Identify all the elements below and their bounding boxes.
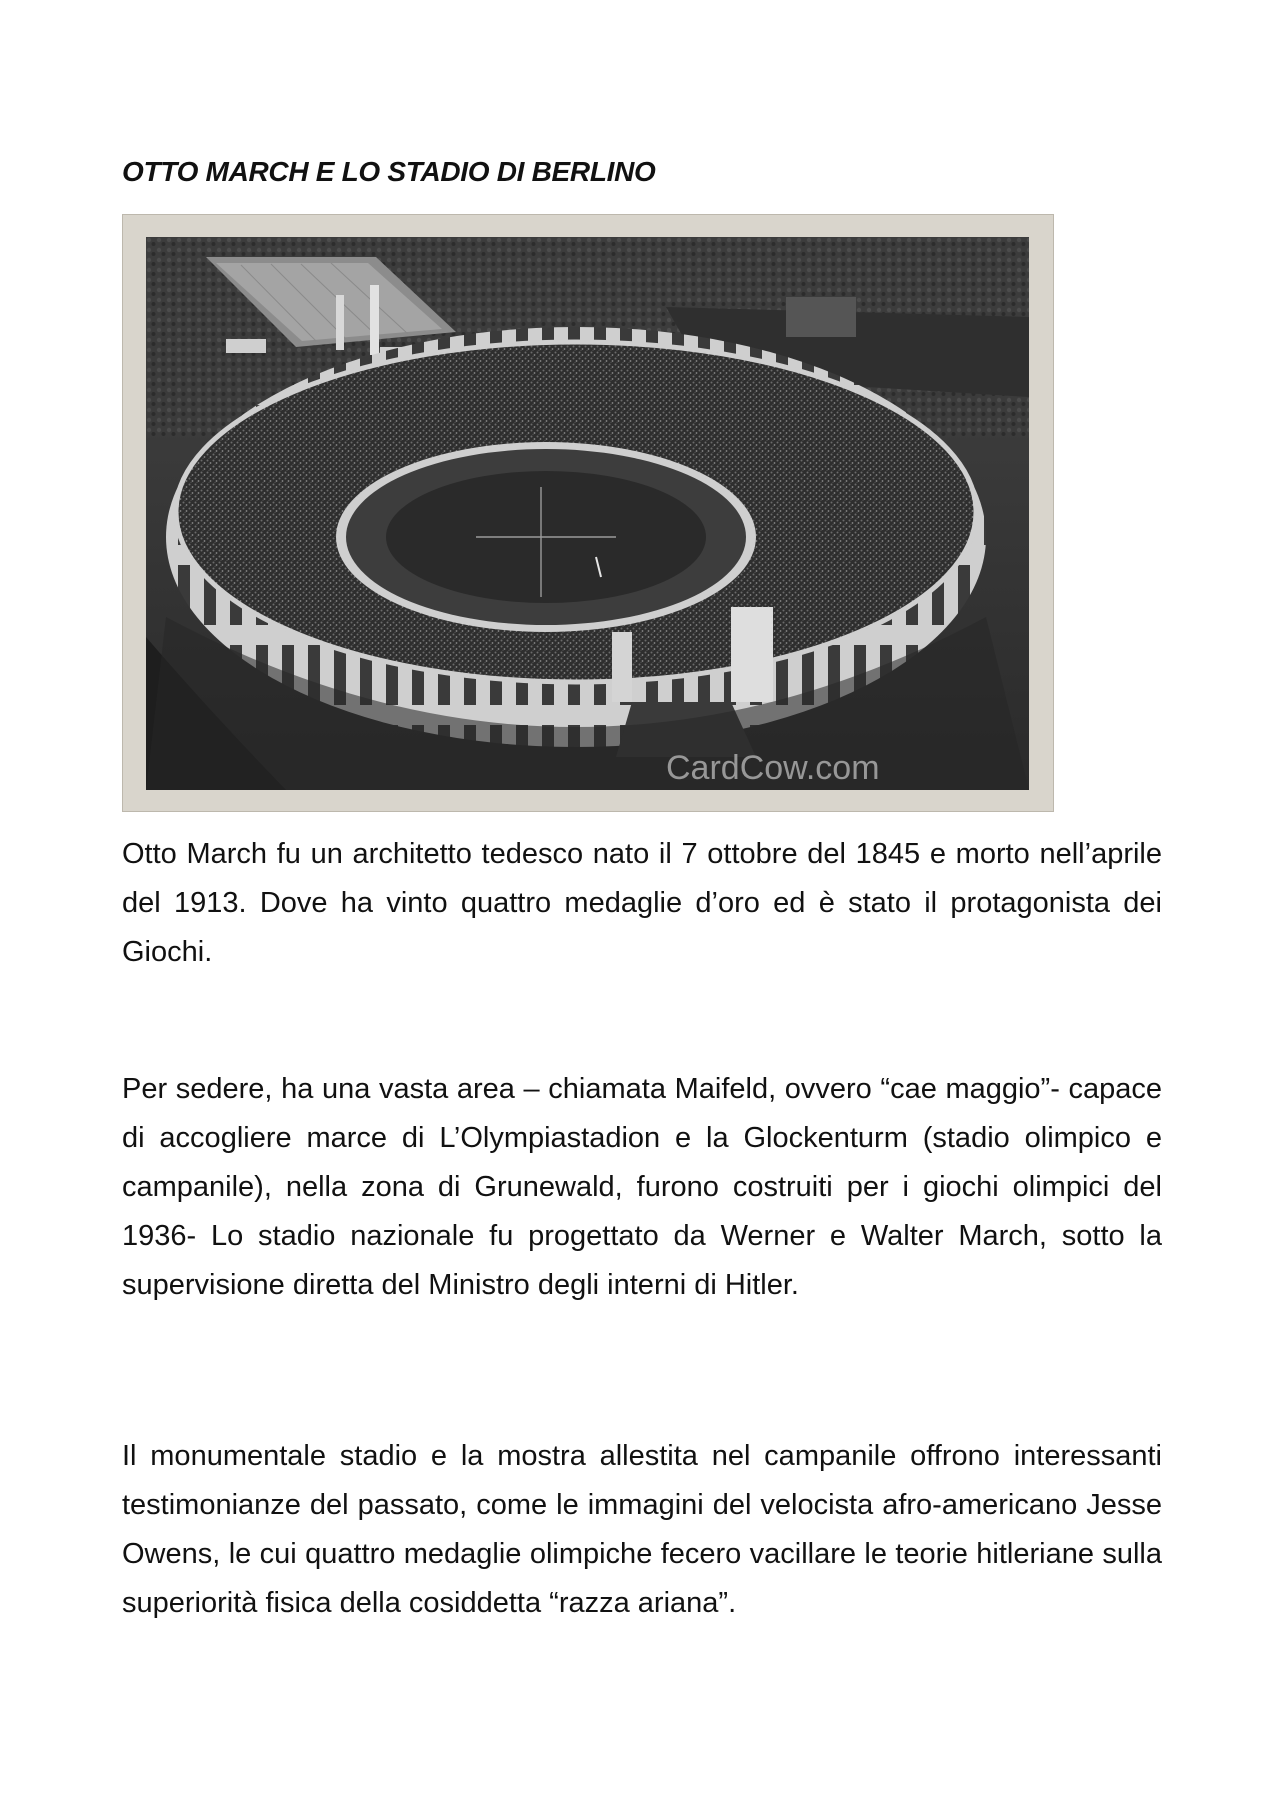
paragraph-1: Otto March fu un architetto tedesco nato il 7 ottobre del 1845 e morto nell’aprile del 1913. Dove ha vinto quattro medaglie d’oro ed è stato il protagonista dei Giochi. <box>122 838 1162 968</box>
paragraph-2: Per sedere, ha una vasta area – chiamata Maifeld, ovvero “cae maggio”- capace di accogliere marce di L’Olympiastadion e la Glockenturm (stadio olimpico e campanile), nella zona di Grunewald, furono costruiti per i giochi olimpici del 1936- Lo stadio nazionale fu progettato da Werner e Walter March, sotto la supervisione diretta del Ministro degli interni di Hitler. <box>122 1073 1162 1301</box>
photo-watermark: CardCow.com <box>666 749 880 787</box>
stadium-photo <box>122 214 1054 812</box>
page-title: OTTO MARCH E LO STADIO DI BERLINO <box>122 156 656 187</box>
paragraph-3: Il monumentale stadio e la mostra allestita nel campanile offrono interessanti testimonianze del passato, come le immagini del velocista afro-americano Jesse Owens, le cui quattro medaglie olimpiche fecero vacillare le teorie hitleriane sulla superiorità fisica della cosiddetta “razza ariana”. <box>122 1440 1162 1619</box>
stadium-aerial-image <box>146 237 1029 790</box>
